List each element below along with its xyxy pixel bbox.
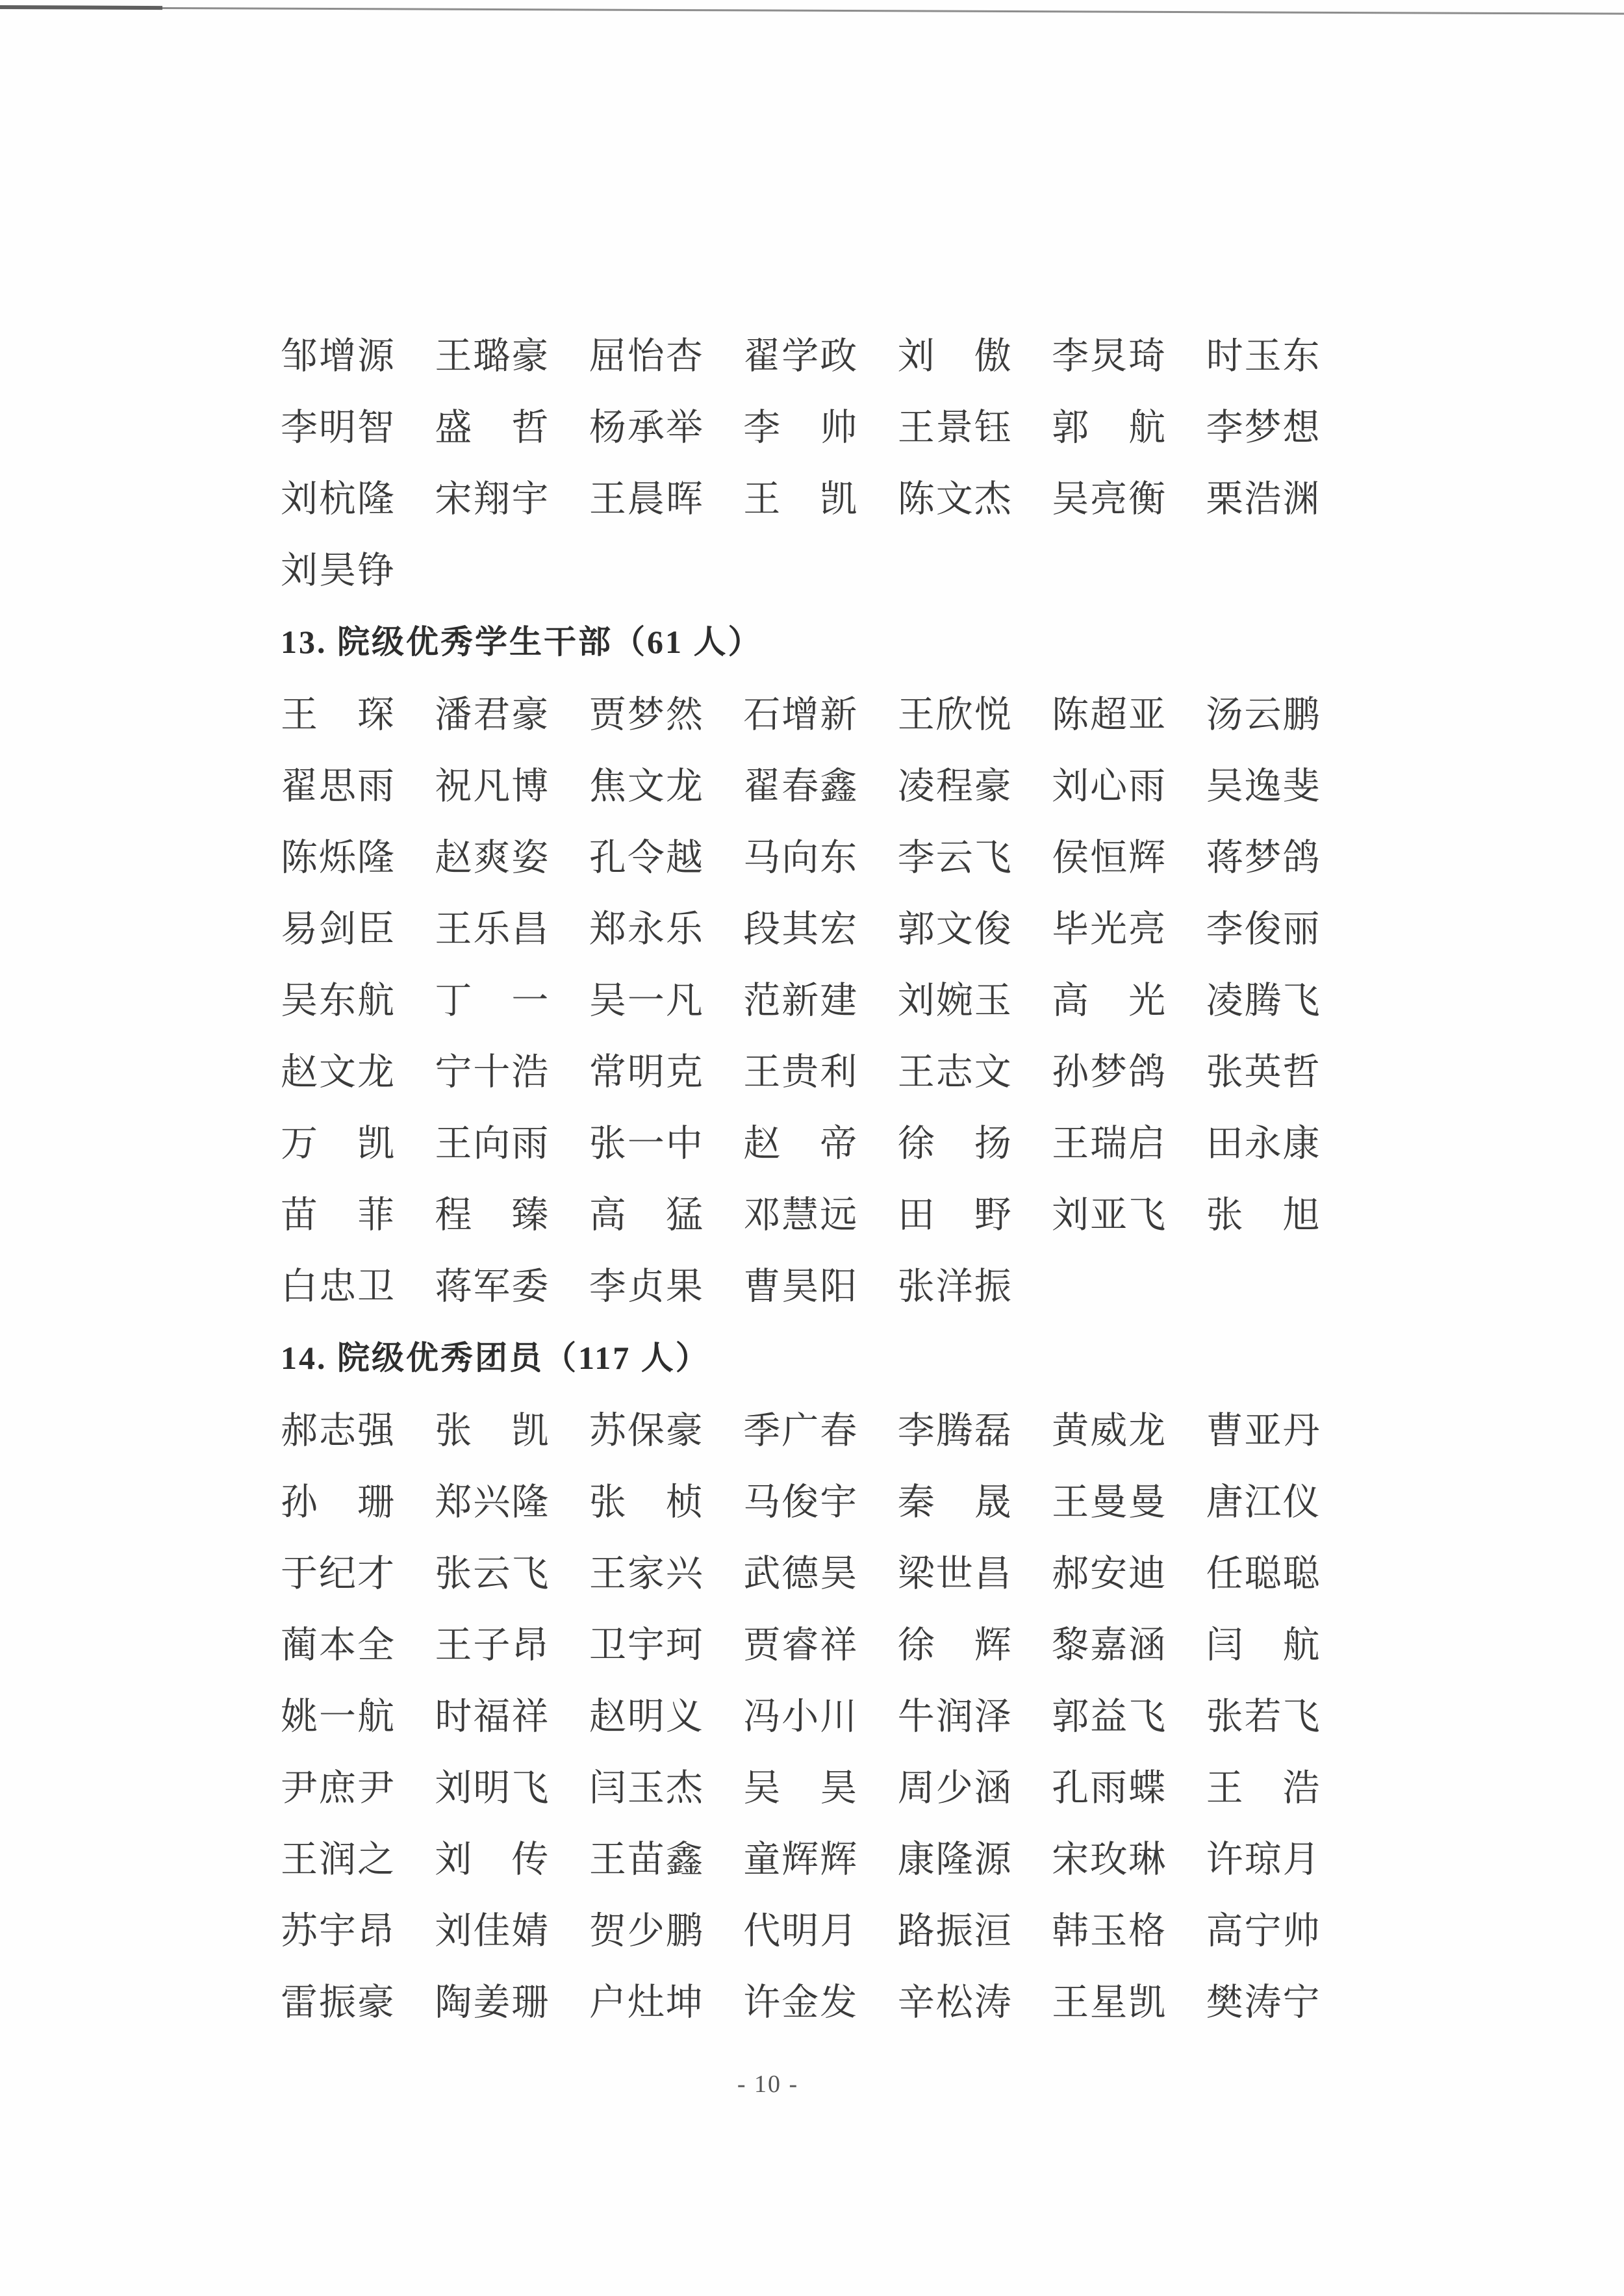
person-name: 辛松涛 xyxy=(897,1982,1013,2023)
person-name: 宋翔宇 xyxy=(435,479,550,520)
person-name: 陈烁隆 xyxy=(281,837,396,878)
person-name: 代明月 xyxy=(743,1911,859,1952)
person-name: 吴亮衡 xyxy=(1052,479,1167,520)
person-name: 刘杭隆 xyxy=(281,479,396,520)
name-row xyxy=(281,1392,1360,1463)
person-name: 郭 航 xyxy=(1052,407,1167,448)
name-row xyxy=(281,1033,1360,1104)
person-name: 秦 晟 xyxy=(897,1482,1013,1523)
person-name: 孙 珊 xyxy=(281,1482,396,1523)
person-name: 蔺本全 xyxy=(281,1625,396,1666)
person-name: 宋玫琳 xyxy=(1052,1839,1167,1880)
person-name: 易剑臣 xyxy=(281,909,396,950)
name-row xyxy=(281,1677,1360,1749)
name-row xyxy=(281,1104,1360,1176)
person-name: 张洋振 xyxy=(897,1266,1013,1307)
person-name: 刘佳婧 xyxy=(435,1911,550,1952)
name-row xyxy=(281,1463,1360,1535)
page-number: - 10 - xyxy=(737,2071,799,2098)
person-name: 侯恒辉 xyxy=(1052,837,1167,878)
person-name: 吴逸斐 xyxy=(1206,766,1321,807)
person-name: 徐 辉 xyxy=(897,1625,1013,1666)
person-name: 石增新 xyxy=(743,695,859,735)
person-name: 王晨晖 xyxy=(589,479,704,520)
person-name: 郝安迪 xyxy=(1052,1553,1167,1594)
scan-artifact-top-edge xyxy=(0,4,1624,26)
person-name: 童辉辉 xyxy=(743,1839,859,1880)
person-name: 李腾磊 xyxy=(897,1410,1013,1451)
person-name: 毕光亮 xyxy=(1052,909,1167,950)
person-name: 翟春鑫 xyxy=(743,766,859,807)
person-name: 卫宇珂 xyxy=(589,1625,704,1666)
name-row xyxy=(281,676,1360,747)
person-name: 樊涛宁 xyxy=(1206,1982,1321,2023)
name-row xyxy=(281,962,1360,1033)
person-name: 李梦想 xyxy=(1206,407,1321,448)
person-name: 陈文杰 xyxy=(897,479,1013,520)
person-name: 张一中 xyxy=(589,1123,704,1164)
person-name: 刘 传 xyxy=(435,1839,550,1880)
person-name: 赵文龙 xyxy=(281,1052,396,1093)
person-name: 丁 一 xyxy=(435,980,550,1021)
page-content xyxy=(281,317,1360,2035)
name-row xyxy=(281,747,1360,819)
person-name: 张云飞 xyxy=(435,1553,550,1594)
person-name: 王 凯 xyxy=(743,479,859,520)
person-name: 时福祥 xyxy=(435,1696,550,1737)
person-name: 李 帅 xyxy=(743,407,859,448)
person-name: 吴一凡 xyxy=(589,980,704,1021)
person-name: 韩玉格 xyxy=(1052,1911,1167,1952)
person-name: 牛润泽 xyxy=(897,1696,1013,1737)
person-name: 翟思雨 xyxy=(281,766,396,807)
person-name: 刘心雨 xyxy=(1052,766,1167,807)
person-name: 刘明飞 xyxy=(435,1768,550,1809)
person-name: 李贞果 xyxy=(589,1266,704,1307)
person-name: 张英哲 xyxy=(1206,1052,1321,1093)
person-name: 王璐豪 xyxy=(435,336,550,377)
person-name: 段其宏 xyxy=(743,909,859,950)
person-name: 郝志强 xyxy=(281,1410,396,1451)
person-name: 李云飞 xyxy=(897,837,1013,878)
person-name: 马向东 xyxy=(743,837,859,878)
person-name: 焦文龙 xyxy=(589,766,704,807)
person-name: 张 旭 xyxy=(1206,1195,1321,1236)
section-14-name-list xyxy=(281,1392,1360,2035)
person-name: 李明智 xyxy=(281,407,396,448)
scan-edge-line-left-cap xyxy=(0,5,162,10)
person-name: 程 臻 xyxy=(435,1195,550,1236)
person-name: 黄威龙 xyxy=(1052,1410,1167,1451)
person-name: 吴 昊 xyxy=(743,1768,859,1809)
person-name: 任聪聪 xyxy=(1206,1553,1321,1594)
name-row xyxy=(281,389,1360,460)
person-name: 梁世昌 xyxy=(897,1553,1013,1594)
person-name: 尹庶尹 xyxy=(281,1768,396,1809)
person-name: 户灶坤 xyxy=(589,1982,704,2023)
person-name: 汤云鹏 xyxy=(1206,695,1321,735)
name-row xyxy=(281,1820,1360,1892)
person-name: 王润之 xyxy=(281,1839,396,1880)
name-row xyxy=(281,1247,1360,1319)
person-name: 苏宇昂 xyxy=(281,1911,396,1952)
person-name: 刘婉玉 xyxy=(897,980,1013,1021)
person-name: 邹增源 xyxy=(281,336,396,377)
person-name: 赵明义 xyxy=(589,1696,704,1737)
person-name: 王瑞启 xyxy=(1052,1123,1167,1164)
person-name: 苗 菲 xyxy=(281,1195,396,1236)
person-name: 王星凯 xyxy=(1052,1982,1167,2023)
person-name: 王欣悦 xyxy=(897,695,1013,735)
person-name: 王子昂 xyxy=(435,1625,550,1666)
person-name: 贾梦然 xyxy=(589,695,704,735)
person-name: 王向雨 xyxy=(435,1123,550,1164)
person-name: 屈怡杏 xyxy=(589,336,704,377)
name-row xyxy=(281,819,1360,890)
person-name: 潘君豪 xyxy=(435,695,550,735)
name-row xyxy=(281,1892,1360,1963)
person-name: 曹昊阳 xyxy=(743,1266,859,1307)
person-name: 贺少鹏 xyxy=(589,1911,704,1952)
name-row xyxy=(281,1606,1360,1677)
person-name: 高 猛 xyxy=(589,1195,704,1236)
person-name: 万 凯 xyxy=(281,1123,396,1164)
person-name: 曹亚丹 xyxy=(1206,1410,1321,1451)
person-name: 田永康 xyxy=(1206,1123,1321,1164)
person-name: 陈超亚 xyxy=(1052,695,1167,735)
person-name: 杨承举 xyxy=(589,407,704,448)
person-name: 宁十浩 xyxy=(435,1052,550,1093)
person-name: 闫 航 xyxy=(1206,1625,1321,1666)
person-name: 常明克 xyxy=(589,1052,704,1093)
name-row xyxy=(281,317,1360,389)
person-name: 郑永乐 xyxy=(589,909,704,950)
person-name: 姚一航 xyxy=(281,1696,396,1737)
person-name: 邓慧远 xyxy=(743,1195,859,1236)
person-name: 陶姜珊 xyxy=(435,1982,550,2023)
person-name: 吴东航 xyxy=(281,980,396,1021)
person-name: 郑兴隆 xyxy=(435,1482,550,1523)
person-name: 黎嘉涵 xyxy=(1052,1625,1167,1666)
person-name: 刘 傲 xyxy=(897,336,1013,377)
person-name: 雷振豪 xyxy=(281,1982,396,2023)
person-name: 王贵利 xyxy=(743,1052,859,1093)
person-name: 贾睿祥 xyxy=(743,1625,859,1666)
name-row xyxy=(281,460,1360,531)
person-name: 张 凯 xyxy=(435,1410,550,1451)
section-13-name-list xyxy=(281,676,1360,1319)
name-row xyxy=(281,1535,1360,1606)
person-name: 路振洹 xyxy=(897,1911,1013,1952)
scan-edge-line xyxy=(0,6,1624,15)
person-name: 王 浩 xyxy=(1206,1768,1321,1809)
person-name: 孔令越 xyxy=(589,837,704,878)
person-name: 李俊丽 xyxy=(1206,909,1321,950)
person-name: 刘亚飞 xyxy=(1052,1195,1167,1236)
person-name: 王志文 xyxy=(897,1052,1013,1093)
name-row xyxy=(281,1963,1360,2035)
person-name: 张若飞 xyxy=(1206,1696,1321,1737)
person-name: 王苗鑫 xyxy=(589,1839,704,1880)
person-name: 孔雨蝶 xyxy=(1052,1768,1167,1809)
person-name: 凌腾飞 xyxy=(1206,980,1321,1021)
person-name: 范新建 xyxy=(743,980,859,1021)
name-row xyxy=(281,531,1360,603)
person-name: 武德昊 xyxy=(743,1553,859,1594)
person-name: 孙梦鸽 xyxy=(1052,1052,1167,1093)
person-name: 许金发 xyxy=(743,1982,859,2023)
person-name: 冯小川 xyxy=(743,1696,859,1737)
person-name: 赵爽姿 xyxy=(435,837,550,878)
person-name: 李炅琦 xyxy=(1052,336,1167,377)
person-name: 马俊宇 xyxy=(743,1482,859,1523)
person-name: 季广春 xyxy=(743,1410,859,1451)
person-name: 康隆源 xyxy=(897,1839,1013,1880)
person-name: 郭文俊 xyxy=(897,909,1013,950)
name-row xyxy=(281,1749,1360,1820)
person-name: 唐江仪 xyxy=(1206,1482,1321,1523)
person-name: 周少涵 xyxy=(897,1768,1013,1809)
person-name: 高宁帅 xyxy=(1206,1911,1321,1952)
name-list-continuation xyxy=(281,317,1360,603)
person-name: 祝凡博 xyxy=(435,766,550,807)
person-name: 赵 帝 xyxy=(743,1123,859,1164)
person-name: 翟学政 xyxy=(743,336,859,377)
person-name: 王曼曼 xyxy=(1052,1482,1167,1523)
person-name: 蒋梦鸽 xyxy=(1206,837,1321,878)
person-name: 王乐昌 xyxy=(435,909,550,950)
person-name: 白忠卫 xyxy=(281,1266,396,1307)
person-name: 苏保豪 xyxy=(589,1410,704,1451)
person-name: 王景钰 xyxy=(897,407,1013,448)
person-name: 闫玉杰 xyxy=(589,1768,704,1809)
person-name: 郭益飞 xyxy=(1052,1696,1167,1737)
person-name: 时玉东 xyxy=(1206,336,1321,377)
person-name: 蒋军委 xyxy=(435,1266,550,1307)
person-name: 徐 扬 xyxy=(897,1123,1013,1164)
person-name: 凌程豪 xyxy=(897,766,1013,807)
person-name: 栗浩渊 xyxy=(1206,479,1321,520)
person-name: 王 琛 xyxy=(281,695,396,735)
person-name: 刘昊铮 xyxy=(281,550,396,591)
person-name: 高 光 xyxy=(1052,980,1167,1021)
name-row xyxy=(281,890,1360,962)
person-name: 许琼月 xyxy=(1206,1839,1321,1880)
section-13-heading: 13. 院级优秀学生干部（61 人） xyxy=(281,624,763,660)
person-name: 盛 哲 xyxy=(435,407,550,448)
name-row xyxy=(281,1176,1360,1247)
person-name: 田 野 xyxy=(897,1195,1013,1236)
person-name: 于纪才 xyxy=(281,1553,396,1594)
person-name: 张 桢 xyxy=(589,1482,704,1523)
section-14-heading: 14. 院级优秀团员（117 人） xyxy=(281,1340,710,1376)
person-name: 王家兴 xyxy=(589,1553,704,1594)
